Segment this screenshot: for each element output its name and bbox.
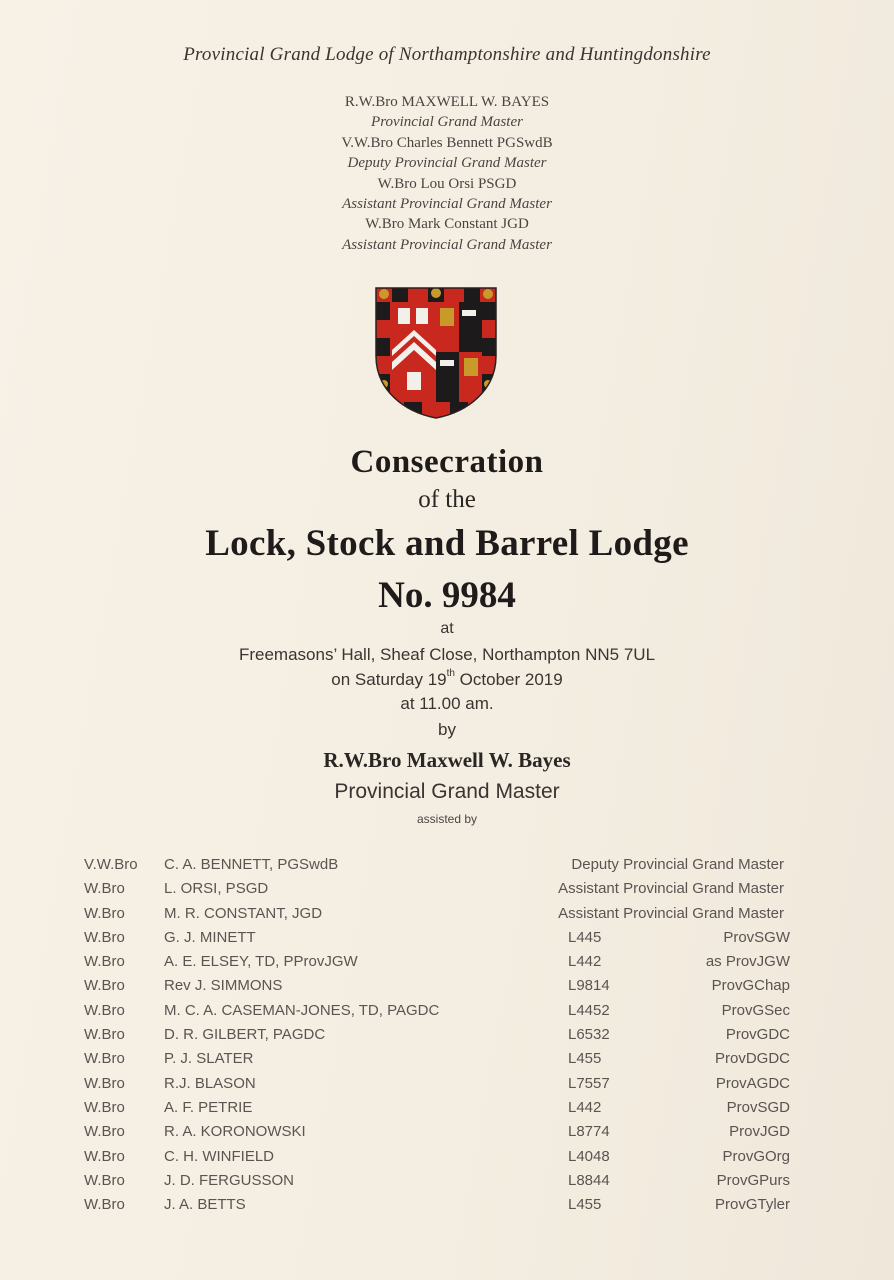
assistant-name: J. A. BETTS (164, 1196, 246, 1214)
assistant-office: ProvAGDC (715, 1074, 790, 1092)
officer-role: Assistant Provincial Grand Master (342, 236, 552, 253)
assistant-name: P. J. SLATER (164, 1050, 254, 1068)
assistant-title: W.Bro (84, 1171, 125, 1189)
assistant-row (0, 1026, 894, 1050)
officer-role: Deputy Provincial Grand Master (347, 155, 547, 172)
coat-of-arms-icon (374, 286, 498, 420)
assistant-row (0, 1172, 894, 1196)
assistant-lodge: L455 (568, 1050, 602, 1068)
assistant-title: W.Bro (84, 977, 125, 995)
assistant-title: W.Bro (84, 1026, 125, 1044)
assistant-name: M. C. A. CASEMAN-JONES, TD, PAGDC (164, 1001, 440, 1019)
assistant-name: Rev J. SIMMONS (164, 977, 283, 995)
assistant-row (0, 905, 894, 929)
venue-address: Freemasons’ Hall, Sheaf Close, Northampton NN5 7UL (238, 645, 656, 664)
lodge-name: Lock, Stock and Barrel Lodge (205, 523, 689, 564)
provincial-officers (0, 92, 894, 255)
assistant-office: ProvGChap (711, 977, 790, 995)
assistant-name: J. D. FERGUSSON (164, 1171, 295, 1189)
assistant-title: W.Bro (84, 1001, 125, 1019)
assistant-office: ProvGPurs (716, 1171, 790, 1189)
assistant-lodge: L445 (568, 928, 602, 946)
assistant-row (0, 856, 894, 880)
assistant-title: W.Bro (84, 904, 125, 922)
assistant-name: C. H. WINFIELD (164, 1147, 275, 1165)
title-consecration: Consecration (350, 444, 544, 480)
assistant-row (0, 953, 894, 977)
assistant-name: R. A. KORONOWSKI (164, 1123, 306, 1141)
assistant-title: W.Bro (84, 1123, 125, 1141)
officer-role: Assistant Provincial Grand Master (342, 196, 552, 213)
assistant-lodge: L9814 (568, 977, 610, 995)
assistant-name: L. ORSI, PSGD (164, 880, 269, 898)
date-rest: October 2019 (454, 670, 563, 689)
assistant-role: Assistant Provincial Grand Master (558, 904, 784, 922)
assistant-office: ProvSGW (723, 928, 790, 946)
assistant-role: Assistant Provincial Grand Master (558, 880, 784, 898)
assistant-name: C. A. BENNETT, PGSwdB (164, 856, 339, 873)
assistant-office: as ProvJGW (705, 953, 790, 971)
assistant-lodge: L4048 (568, 1147, 610, 1165)
assistant-role: Deputy Provincial Grand Master (571, 856, 784, 873)
assistant-title: W.Bro (84, 1074, 125, 1092)
assistant-name: A. F. PETRIE (164, 1098, 253, 1116)
assistant-office: ProvGOrg (722, 1147, 790, 1165)
assistant-row (0, 977, 894, 1001)
assisted-by: assisted by (416, 812, 478, 826)
officer-name: R.W.Bro MAXWELL W. BAYES (344, 94, 550, 110)
assistant-title: W.Bro (84, 880, 125, 898)
assistant-office: ProvGTyler (714, 1196, 790, 1214)
assistant-row (0, 1148, 894, 1172)
text-at: at (440, 620, 454, 637)
officer-role: Provincial Grand Master (371, 114, 523, 131)
assistant-title: V.W.Bro (84, 856, 138, 873)
assistant-title: W.Bro (84, 1050, 125, 1068)
officer-name: W.Bro Lou Orsi PSGD (377, 175, 517, 192)
assistant-name: A. E. ELSEY, TD, PProvJGW (164, 953, 358, 971)
lodge-number: No. 9984 (378, 575, 516, 616)
assistant-lodge: L455 (568, 1196, 602, 1214)
assistant-office: ProvSGD (726, 1098, 790, 1116)
assistant-row (0, 880, 894, 904)
assistant-row (0, 1075, 894, 1099)
officer-name: W.Bro Mark Constant JGD (365, 216, 529, 233)
assistant-row (0, 1002, 894, 1026)
assistant-lodge: L442 (568, 1098, 602, 1116)
assistant-row (0, 1099, 894, 1123)
assistant-name: M. R. CONSTANT, JGD (164, 904, 323, 922)
assistant-office: ProvGDC (725, 1026, 790, 1044)
assistant-lodge: L8774 (568, 1123, 610, 1141)
assistant-lodge: L4452 (568, 1001, 610, 1019)
assistant-office: ProvGSec (721, 1001, 790, 1019)
consecrating-role: Provincial Grand Master (334, 780, 560, 803)
assistant-lodge: L8844 (568, 1171, 610, 1189)
assistant-title: W.Bro (84, 953, 125, 971)
date-ordinal: th (446, 668, 455, 679)
assistant-lodge: L442 (568, 953, 602, 971)
assistant-office: ProvDGDC (714, 1050, 790, 1068)
consecrating-officer: R.W.Bro Maxwell W. Bayes (323, 748, 571, 772)
assistant-lodge: L6532 (568, 1026, 610, 1044)
event-time: at 11.00 am. (400, 694, 494, 713)
assistant-title: W.Bro (84, 928, 125, 946)
assistants-table (0, 856, 894, 1220)
assistant-row (0, 1050, 894, 1074)
assistant-name: G. J. MINETT (164, 928, 256, 946)
title-of-the: of the (418, 486, 476, 513)
text-by: by (438, 720, 456, 739)
assistant-row (0, 929, 894, 953)
assistant-name: D. R. GILBERT, PAGDC (164, 1026, 326, 1044)
assistant-row (0, 1123, 894, 1147)
assistant-name: R.J. BLASON (164, 1074, 256, 1092)
assistant-lodge: L7557 (568, 1074, 610, 1092)
organisation-name: Provincial Grand Lodge of Northamptonshire and Huntingdonshire (183, 44, 711, 65)
event-date (0, 670, 894, 690)
assistant-title: W.Bro (84, 1196, 125, 1214)
assistant-title: W.Bro (84, 1147, 125, 1165)
officer-name: V.W.Bro Charles Bennett PGSwdB (341, 134, 553, 151)
assistant-row (0, 1196, 894, 1220)
assistant-title: W.Bro (84, 1098, 125, 1116)
assistant-office: ProvJGD (729, 1123, 790, 1141)
date-prefix: on Saturday 19 (331, 670, 447, 689)
